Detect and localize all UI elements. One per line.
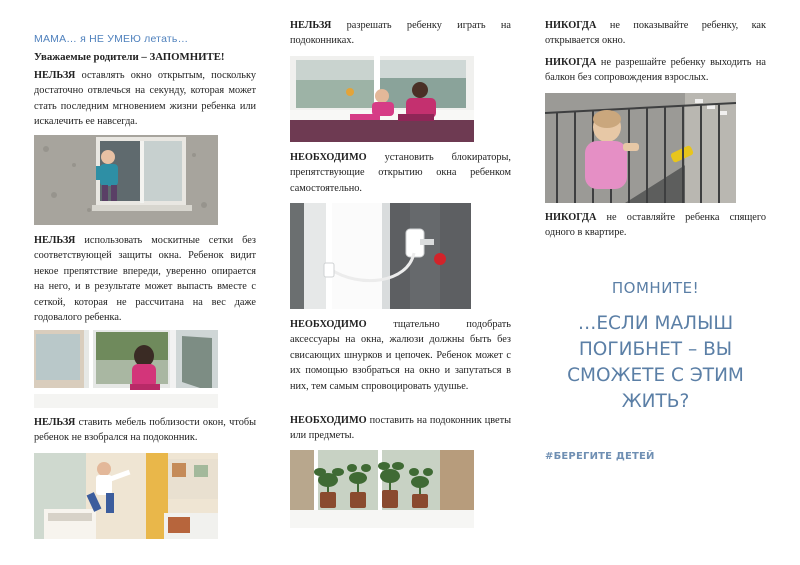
- photo-girl-on-windowsill: [34, 330, 218, 408]
- paragraph-open-window: [34, 68, 256, 130]
- top-heading: МАМА… я НЕ УМЕЮ летать…: [34, 33, 189, 45]
- paragraph-text: разрешать ребенку играть на подоконниках.: [290, 20, 511, 47]
- photo-kids-on-windowsill: [290, 56, 474, 142]
- remember-line: …ЕСЛИ МАЛЫШ: [577, 313, 734, 334]
- paragraph-blockers: [290, 150, 511, 196]
- remember-title: ПОМНИТЕ!: [611, 279, 700, 297]
- paragraph-sleeping-alone: [545, 210, 766, 241]
- paragraph-flowers: [290, 413, 511, 444]
- paragraph-balcony: [545, 55, 766, 86]
- paragraph-keyword: НЕОБХОДИМО: [290, 319, 367, 330]
- paragraph-mosquito-net: [34, 233, 256, 325]
- photo-window-lock: [290, 203, 471, 309]
- paragraph-text: не показывайте ребенку, как открывается окно.: [545, 20, 766, 47]
- paragraph-keyword: НЕЛЬЗЯ: [290, 20, 332, 31]
- photo-child-on-balcony: [545, 93, 736, 203]
- remember-line: СМОЖЕТЕ С ЭТИМ: [567, 365, 744, 386]
- remember-line: ПОГИБНЕТ – ВЫ: [578, 339, 733, 360]
- paragraph-text: поставить на подоконник цветы или предметы.: [290, 415, 511, 442]
- paragraph-keyword: НЕЛЬЗЯ: [34, 417, 76, 428]
- paragraph-text: использовать москитные сетки без соответствующей защиты окна. Ребенок видит некое препятствие впереди, уверенно опирается на него, и в результате может выпасть вместе с сеткой, которая не рассчитана на вес даже годовалого ребенка.: [34, 235, 256, 324]
- paragraph-text: не оставляйте ребенка спящего одного в квартире.: [545, 212, 766, 239]
- paragraph-keyword: НИКОГДА: [545, 212, 597, 223]
- paragraph-text: оставлять окно открытым, поскольку достаточно отвлечься на секунду, которая может стать последним мгновением жизни ребенка или искалечить ее навсегда.: [34, 70, 256, 128]
- paragraph-text: тщательно подобрать аксессуары на окна, жалюзи должны быть без свисающих шнурков и цепочек. Ребенок может с их помощью взобраться на окно и запутаться в них, тем самым спровоцировать удушье.: [290, 319, 511, 392]
- paragraph-furniture: [34, 415, 256, 446]
- paragraph-keyword: НЕОБХОДИМО: [290, 415, 367, 426]
- paragraph-text: ставить мебель поблизости окон, чтобы ребенок не взобрался на подоконник.: [34, 417, 256, 444]
- photo-child-at-window: [34, 135, 218, 225]
- paragraph-keyword: НЕЛЬЗЯ: [34, 70, 76, 81]
- remember-line: ЖИТЬ?: [621, 391, 690, 412]
- paragraph-accessories: [290, 317, 511, 394]
- paragraph-keyword: НЕОБХОДИМО: [290, 152, 367, 163]
- paragraph-sill-play: [290, 18, 511, 49]
- photo-child-climbing-furniture: [34, 453, 218, 539]
- photo-plants-on-windowsill: [290, 450, 474, 528]
- paragraph-keyword: НИКОГДА: [545, 20, 597, 31]
- subheading: Уважаемые родители – ЗАПОМНИТЕ!: [34, 51, 225, 63]
- paragraph-show-opening: [545, 18, 766, 49]
- paragraph-keyword: НЕЛЬЗЯ: [34, 235, 76, 246]
- hashtag: #БЕРЕГИТЕ ДЕТЕЙ: [545, 451, 655, 462]
- paragraph-keyword: НИКОГДА: [545, 57, 597, 68]
- paragraph-text: установить блокираторы, препятствующие открытию окна ребенком самостоятельно.: [290, 152, 511, 194]
- paragraph-text: не разрешайте ребенку выходить на балкон без сопровождения взрослых.: [545, 57, 766, 84]
